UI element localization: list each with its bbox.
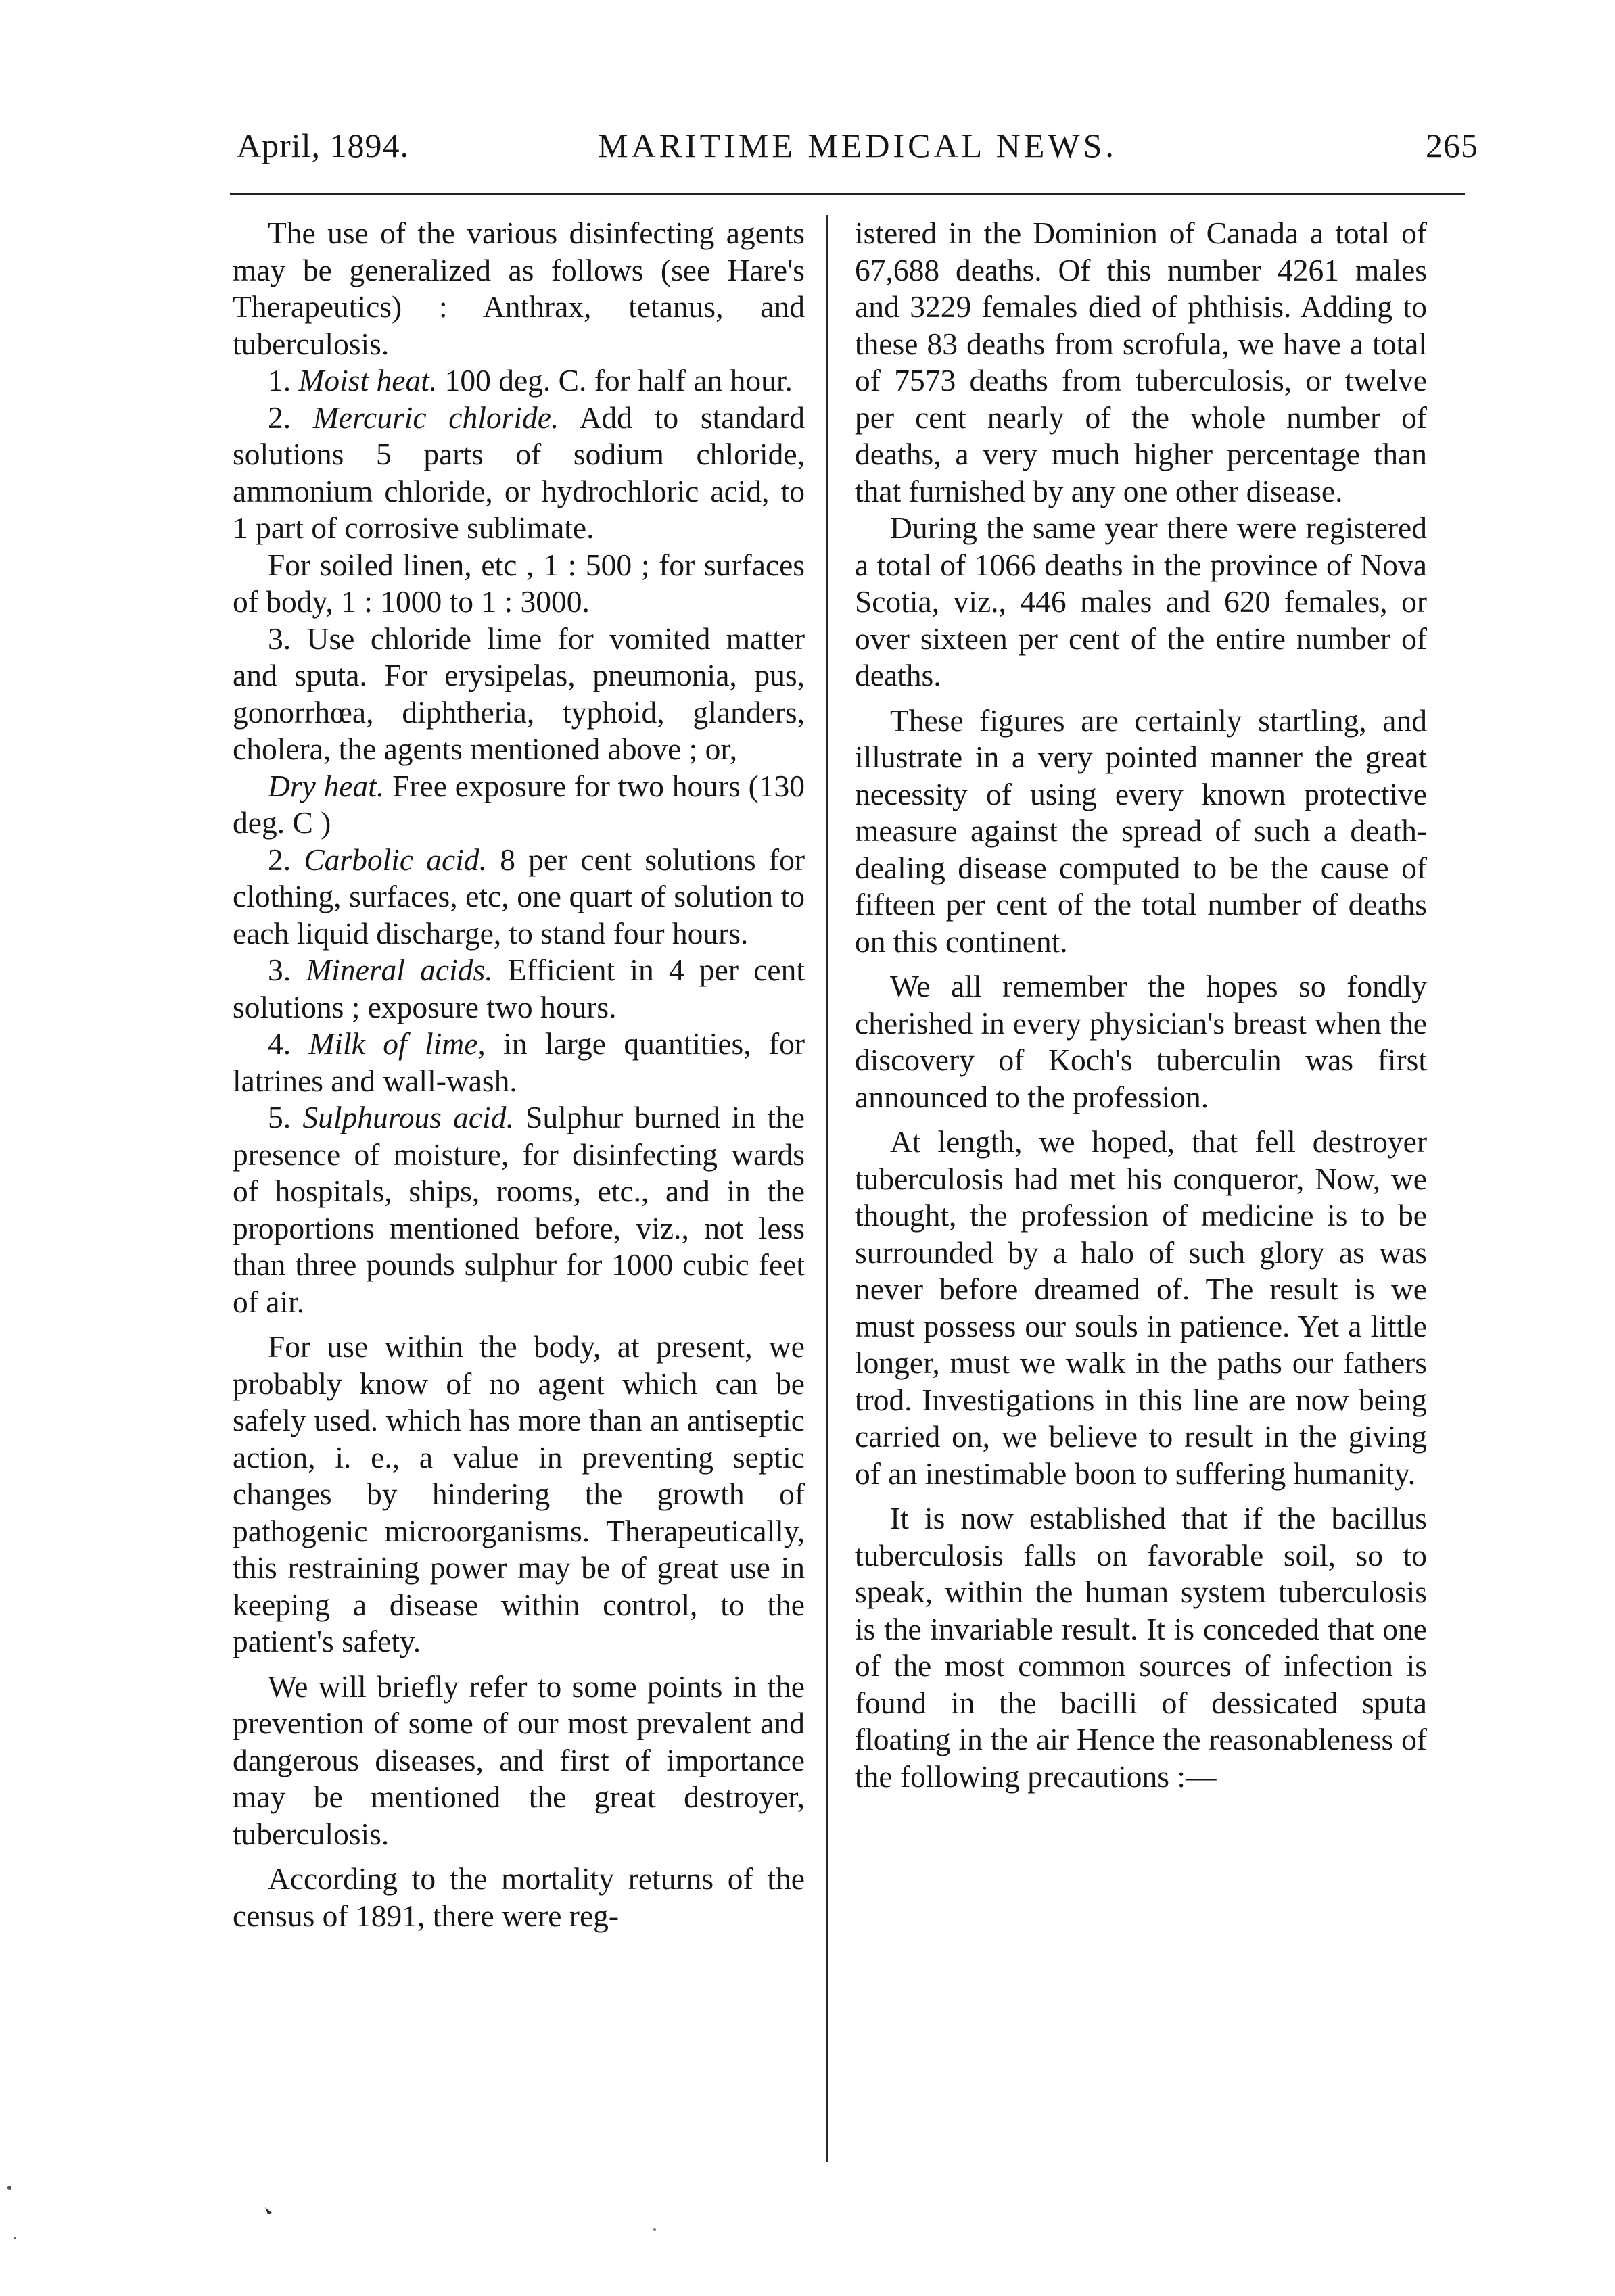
page-number: 265 [1426,126,1478,164]
list-number: 1. [268,363,291,398]
paragraph-text: Free exposure for two hours (130 deg. C ) [233,768,805,840]
paragraph-text: 8 per cent solutions for clothing, surfaces, etc, one quart of solution to each liquid discharge, to stand four hours. [233,842,805,951]
paragraph: We all remember the hopes so fondly cherished in every physician's breast when the discovery of Koch's tuberculin was first announced to the profession. [855,969,1427,1114]
italic-term: Carbolic acid. [304,842,488,877]
paragraph-text: Add to standard solutions 5 parts of sodium chloride, ammonium chloride, or hydrochloric acid, to 1 part of corrosive sublimate. [233,400,805,545]
paragraph: For use within the body, at present, we probably know of no agent which can be safely used. which has more than an antiseptic action, i. e., a value in preventing septic changes by hindering the growth of pathogenic microorganisms. Therapeutically, this restraining power may be of great use in keeping a disease within control, to the patient's safety. [233,1329,805,1658]
italic-term: Moist heat. [298,363,438,398]
list-number: 2. [268,400,291,435]
paragraph-text: in large quantities, for latrines and wall-wash. [233,1026,805,1098]
header-date: April, 1894. [237,126,410,164]
paragraph: At length, we hoped, that fell destroyer tuberculosis had met his conqueror, Now, we thought, the profession of medicine is to be surrounded by a halo of such glory as was never before dreamed of. The result is we must possess our souls in patience. Yet a little longer, must we walk in the paths our fathers trod. Investigations in this line are now being carried on, we believe to result in the giving of an inestimable boon to suffering humanity. [855,1124,1427,1491]
paragraph: It is now established that if the bacillus tuberculosis falls on favorable soil, so to speak, within the human system tuberculosis is the invariable result. It is conceded that one of the most common sources of infection is found in the bacilli of dessicated sputa floating in the air Hence the reasonableness of the following precautions :— [855,1501,1427,1794]
paragraph: The use of the various disinfecting agents may be generalized as follows (see Hare's Therapeutics) : Anthrax, tetanus, and tuberculosis. [233,216,805,361]
paragraph-text: Sulphur burned in the presence of moisture, for disinfecting wards of hospitals, ships, rooms, etc., and in the proportions mentioned before, viz., not less than three pounds sulphur for 1000 cubic feet of air. [233,1100,805,1319]
paragraph-continued: istered in the Dominion of Canada a total of 67,688 deaths. Of this number 4261 males and 3229 females died of phthisis. Adding to these 83 deaths from scrofula, we have a total of 7573 deaths from tuberculosis, or twelve per cent nearly of the whole number of deaths, a very much higher percentage than that furnished by any one other disease. [855,216,1427,508]
paragraph: These figures are certainly startling, and illustrate in a very pointed manner the great necessity of using every known protective measure against the spread of such a death-dealing disease computed to be the cause of fifteen per cent of the total number of deaths on this continent. [855,702,1427,959]
journal-title: MARITIME MEDICAL NEWS. [598,126,1117,164]
italic-term: Dry heat. [268,768,385,803]
italic-term: Mineral acids. [306,953,493,987]
list-number: 3. [268,953,291,987]
italic-term: Milk of lime, [308,1026,486,1061]
paragraph: 3. Use chloride lime for vomited matter and sputa. For erysipelas, pneumonia, pus, gonorrhœa, diphtheria, typhoid, glanders, cholera, the agents mentioned above ; or, [233,621,805,766]
paragraph: For soiled linen, etc , 1 : 500 ; for surfaces of body, 1 : 1000 to 1 : 3000. [233,547,805,619]
italic-term: Sulphurous acid. [302,1100,514,1134]
paragraph: We will briefly refer to some points in the prevention of some of our most prevalent and dangerous diseases, and first of importance may be mentioned the great destroyer, tuberculosis. [233,1669,805,1851]
list-number: 2. [268,842,291,877]
list-number: 4. [268,1026,291,1061]
paragraph: During the same year there were registered a total of 1066 deaths in the province of Nova Scotia, viz., 446 males and 620 females, or over sixteen per cent of the entire number of deaths. [855,510,1427,692]
italic-term: Mercuric chloride. [312,400,559,435]
paragraph-text: Efficient in 4 per cent solutions ; exposure two hours. [233,953,805,1024]
paragraph-text: 100 deg. C. for half an hour. [444,363,793,398]
list-number: 5. [268,1100,291,1134]
paragraph: According to the mortality returns of the census of 1891, there were reg- [233,1861,805,1933]
